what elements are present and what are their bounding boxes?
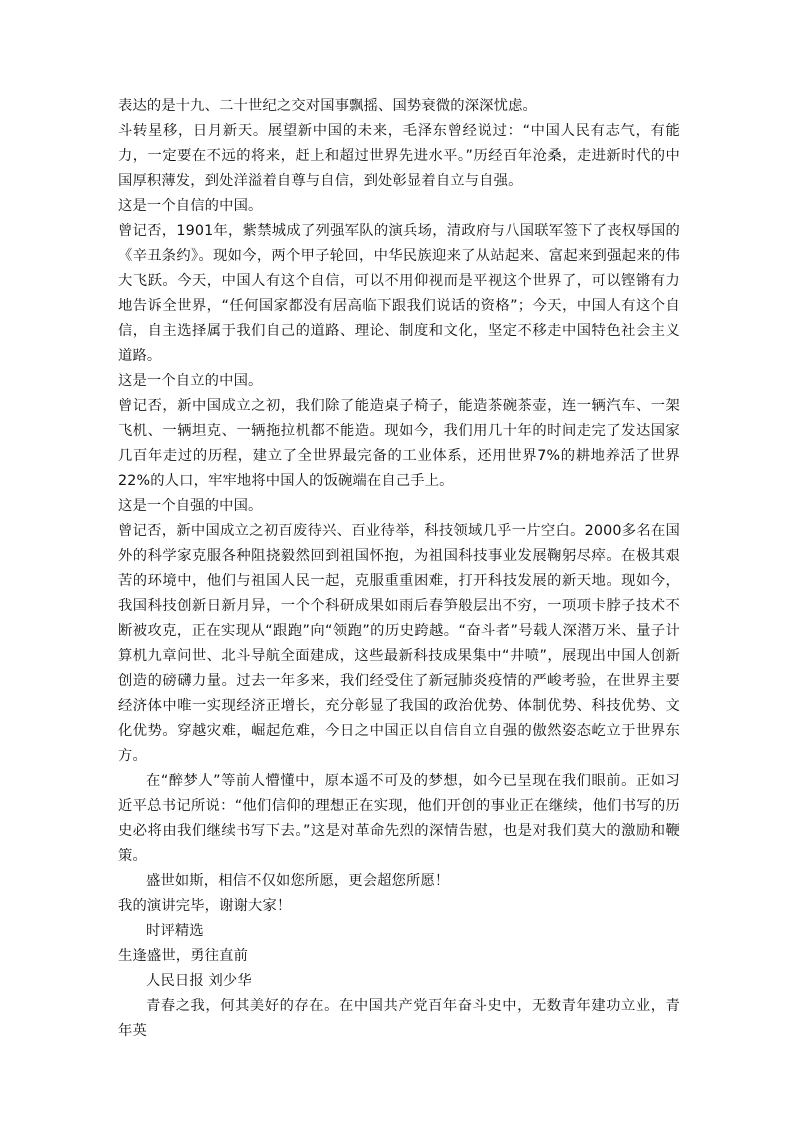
section-label-commentary: 时评精选 xyxy=(146,923,204,939)
article-byline: 人民日报 刘少华 xyxy=(146,973,252,989)
paragraph-worry: 表达的是十九、二十世纪之交对国事飘摇、国势衰微的深深忧虑。 xyxy=(118,98,537,114)
article-title: 生逢盛世，勇往直前 xyxy=(118,948,249,964)
paragraph-prosperity: 盛世如斯，相信不仅如您所愿，更会超您所愿！ xyxy=(146,873,450,889)
paragraph-independence: 曾记否，新中国成立之初，我们除了能造桌子椅子，能造茶碗茶壶，连一辆汽车、一架飞机、一辆坦克、一辆拖拉机都不能造。现如今，我们用几十年的时间走完了发达国家几百年走过的历程，建立了全世界最完备的工业体系，还用世界7%的耕地养活了世界22%的人口，牢牢地将中国人的饭碗端在自己手上。 xyxy=(118,398,680,489)
heading-strong-china: 这是一个自强的中国。 xyxy=(118,498,263,514)
paragraph-dream: 在“醉梦人”等前人懵懂中，原本遥不可及的梦想，如今已呈现在我们眼前。正如习近平总书记所说：“他们信仰的理想正在实现，他们开创的事业正在继续，他们书写的历史必将由我们继续书写下去。”这是对革命先烈的深情告慰，也是对我们莫大的激励和鞭策。 xyxy=(118,773,680,864)
paragraph-closing: 我的演讲完毕，谢谢大家！ xyxy=(118,898,292,914)
paragraph-new-china: 斗转星移，日月新天。展望新中国的未来，毛泽东曾经说过：“中国人民有志气，有能力，一定要在不远的将来，赶上和超过世界先进水平。”历经百年沧桑，走进新时代的中国厚积薄发，到处洋溢着自尊与自信，到处彰显着自立与自强。 xyxy=(118,123,680,189)
heading-independent-china: 这是一个自立的中国。 xyxy=(118,373,263,389)
heading-confident-china: 这是一个自信的中国。 xyxy=(118,198,263,214)
document-body xyxy=(118,94,680,1044)
paragraph-confidence: 曾记否，1901年，紫禁城成了列强军队的演兵场，清政府与八国联军签下了丧权辱国的《辛丑条约》。现如今，两个甲子轮回，中华民族迎来了从站起来、富起来到强起来的伟大飞跃。今天，中国人有这个自信，可以不用仰视而是平视这个世界了，可以铿锵有力地告诉全世界，“任何国家都没有居高临下跟我们说话的资格”；今天，中国人有这个自信，自主选择属于我们自己的道路、理论、制度和文化，坚定不移走中国特色社会主义道路。 xyxy=(118,223,680,364)
paragraph-strength: 曾记否，新中国成立之初百废待兴、百业待举，科技领域几乎一片空白。2000多名在国外的科学家克服各种阻挠毅然回到祖国怀抱，为祖国科技事业发展鞠躬尽瘁。在极其艰苦的环境中，他们与祖国人民一起，克服重重困难，打开科技发展的新天地。现如今，我国科技创新日新月异，一个个科研成果如雨后春笋般层出不穷，一项项卡脖子技术不断被攻克，正在实现从“跟跑”向“领跑”的历史跨越。“奋斗者”号载人深潜万米、量子计算机九章问世、北斗导航全面建成，这些最新科技成果集中“井喷”，展现出中国人创新创造的磅礴力量。过去一年多来，我们经受住了新冠肺炎疫情的严峻考验，在世界主要经济体中唯一实现经济正增长，充分彰显了我国的政治优势、体制优势、科技优势、文化优势。穿越灾难，崛起危难，今日之中国正以自信自立自强的傲然姿态屹立于世界东方。 xyxy=(118,523,680,764)
article-first-paragraph: 青春之我，何其美好的存在。在中国共产党百年奋斗史中，无数青年建功立业，青年英 xyxy=(118,998,680,1039)
